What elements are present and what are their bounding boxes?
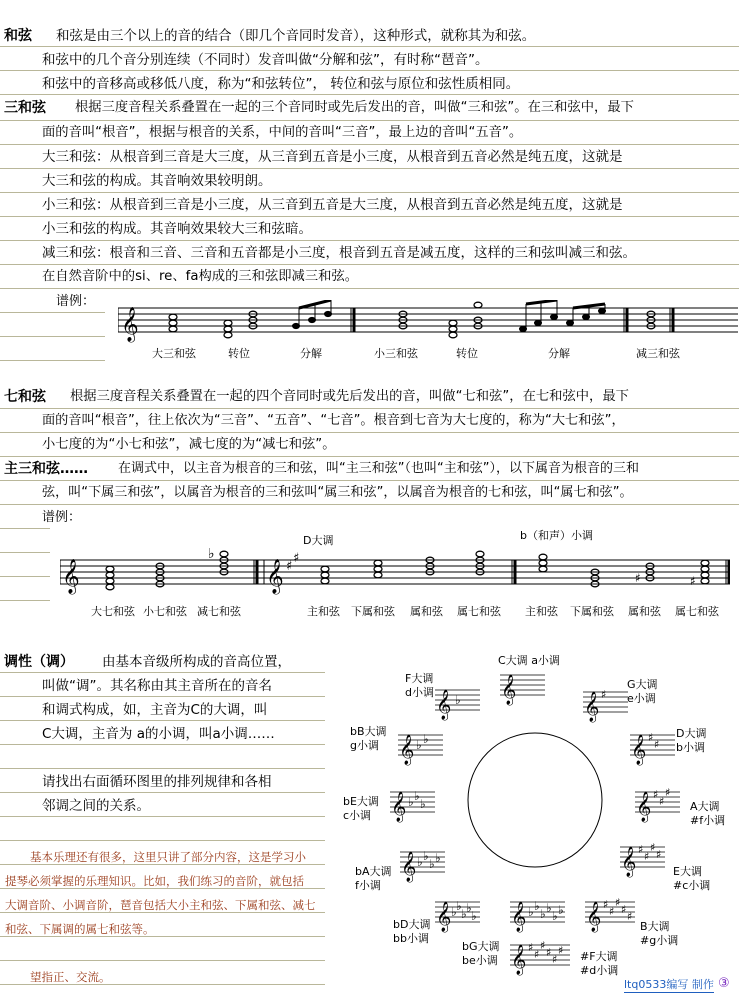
paragraph: C大调，主音为 a的小调，叫a小调…… xyxy=(42,726,275,742)
chord-label: 主和弦 xyxy=(307,605,340,618)
rule-line xyxy=(0,768,325,769)
chord-label: 大三和弦 xyxy=(152,347,196,360)
svg-text:𝄞: 𝄞 xyxy=(391,792,407,822)
svg-text:♭: ♭ xyxy=(471,909,477,923)
svg-text:♯: ♯ xyxy=(653,788,659,801)
rule-line xyxy=(0,576,50,577)
rule-line xyxy=(0,120,739,121)
svg-text:♭: ♭ xyxy=(429,857,435,871)
svg-text:♯: ♯ xyxy=(540,939,546,952)
triad-example-staff xyxy=(118,300,738,350)
chord-label: 小七和弦 xyxy=(143,605,187,618)
rule-line xyxy=(0,432,739,433)
circle-key-label: F大调 d小调 xyxy=(405,672,434,699)
paragraph: 弦，叫“下属三和弦”，以属音为根音的三和弦叫“属三和弦”，以属音为根音的七和弦，叫“属七和弦”。 xyxy=(42,485,633,500)
treble-clef-icon: 𝄞 xyxy=(62,559,80,594)
paragraph: 面的音叫“根音”，根据与根音的关系，中间的音叫“三音”，最上边的音叫“五音”。 xyxy=(42,125,523,140)
rule-line xyxy=(0,144,739,145)
key-label: D大调 xyxy=(303,534,334,547)
term-qihexian: 七和弦 xyxy=(4,389,46,405)
svg-text:𝄞: 𝄞 xyxy=(401,852,417,882)
svg-text:♭: ♭ xyxy=(461,907,467,921)
flat-icon: ♭ xyxy=(208,548,215,562)
svg-text:♯: ♯ xyxy=(615,896,621,909)
rule-line xyxy=(0,528,50,529)
chord-label: 属和弦 xyxy=(410,605,443,618)
rule-line xyxy=(0,408,739,409)
svg-text:♯: ♯ xyxy=(552,953,558,966)
chord-label: 主和弦 xyxy=(525,605,558,618)
paragraph: 在调式中，以主音为根音的三和弦，叫“主三和弦”（也叫“主和弦”），以下属音为根音的三和 xyxy=(118,461,639,476)
paragraph: 根据三度音程关系叠置在一起的三个音同时或先后发出的音，叫做“三和弦”。在三和弦中，最下 xyxy=(75,100,634,115)
chord-label: 分解 xyxy=(548,347,570,360)
svg-text:♭: ♭ xyxy=(408,795,414,809)
rule-line xyxy=(0,94,739,95)
treble-clef-icon: 𝄞 xyxy=(266,559,284,594)
svg-text:𝄞: 𝄞 xyxy=(586,902,602,932)
treble-clef-icon: 𝄞 xyxy=(121,307,139,342)
svg-text:♭: ♭ xyxy=(528,905,534,919)
circle-key-label: B大调 #g小调 xyxy=(640,920,679,947)
rule-line xyxy=(0,360,105,361)
circle-key-label: A大调 #f小调 xyxy=(690,800,726,827)
author-credit: ltq0533编写 制作 xyxy=(624,978,714,991)
svg-text:𝄞: 𝄞 xyxy=(399,735,415,765)
paragraph: 减三和弦：根音和三音、三音和五音都是小三度，根音到五音是减五度，这样的三和弦叫减三和弦。 xyxy=(42,245,636,261)
circle-key-label: E大调 #c小调 xyxy=(673,865,711,892)
paragraph: 小七度的为“小七和弦”，减七度的为“减七和弦”。 xyxy=(42,437,336,452)
example-label: 谱例： xyxy=(56,294,96,309)
paragraph: 请找出右面循环图里的排列规律和各相 xyxy=(42,774,272,790)
rule-line xyxy=(0,600,50,601)
example-label: 谱例： xyxy=(42,510,82,525)
page-number: ③ xyxy=(718,976,730,991)
svg-text:♯: ♯ xyxy=(534,948,540,961)
chord-label: 转位 xyxy=(456,347,478,360)
svg-text:♭: ♭ xyxy=(420,797,426,811)
paragraph: 在自然音阶中的si、re、fa构成的三和弦即减三和弦。 xyxy=(42,269,359,284)
svg-text:𝄞: 𝄞 xyxy=(436,690,452,720)
svg-text:♭: ♭ xyxy=(540,907,546,921)
svg-text:𝄞: 𝄞 xyxy=(631,735,647,765)
svg-text:♯: ♯ xyxy=(601,688,607,701)
term-sanhexian: 三和弦 xyxy=(4,100,46,116)
svg-text:♯: ♯ xyxy=(558,944,564,957)
svg-text:♭: ♭ xyxy=(423,732,429,746)
rule-line xyxy=(0,456,739,457)
rule-line xyxy=(0,792,325,793)
paragraph: 根据三度音程关系叠置在一起的四个音同时或先后发出的音，叫做“七和弦”，在七和弦中，最下 xyxy=(70,389,629,404)
svg-text:𝄞: 𝄞 xyxy=(501,675,517,705)
paragraph: 小三和弦：从根音到三音是小三度，从三音到五音是大三度，从根音到五音必然是纯五度，这就是 xyxy=(42,197,623,213)
svg-text:♯: ♯ xyxy=(665,786,671,799)
svg-text:𝄞: 𝄞 xyxy=(511,945,527,975)
chord-label: 大七和弦 xyxy=(91,605,135,618)
svg-text:♭: ♭ xyxy=(466,901,472,915)
svg-text:♯: ♯ xyxy=(528,941,534,954)
rule-line xyxy=(0,480,739,481)
rule-line xyxy=(0,552,50,553)
seventh-chord-example-staff xyxy=(60,548,730,602)
svg-text:♭: ♭ xyxy=(435,851,441,865)
paragraph: 叫做“调”。其名称由其主音所在的音名 xyxy=(42,678,272,694)
svg-text:𝄞: 𝄞 xyxy=(636,792,652,822)
circle-ring xyxy=(468,733,602,867)
svg-text:♭: ♭ xyxy=(455,693,461,707)
svg-text:𝄞: 𝄞 xyxy=(511,902,527,932)
paragraph: 面的音叫“根音”，往上依次为“三音”、“五音”、“七音”。根音到七音为大七度的，称为“大七和弦”， xyxy=(42,413,625,428)
svg-text:♭: ♭ xyxy=(416,738,422,752)
rule-line xyxy=(0,240,739,241)
paragraph: 邻调之间的关系。 xyxy=(42,798,150,814)
paragraph: 小三和弦的构成。其音响效果较大三和弦暗。 xyxy=(42,221,312,237)
term-tiaoxing: 调性（调） xyxy=(4,654,74,670)
svg-text:♯: ♯ xyxy=(621,903,627,916)
svg-text:♭: ♭ xyxy=(414,789,420,803)
chord-label: 减七和弦 xyxy=(197,605,241,618)
rule-line xyxy=(0,288,739,289)
rule-line xyxy=(0,312,105,313)
svg-text:♭: ♭ xyxy=(451,905,457,919)
paragraph: 和弦中的几个音分别连续（不同时）发音叫做“分解和弦”，有时称“琶音”。 xyxy=(42,52,489,68)
note-text: 望指正、交流。 xyxy=(30,970,111,984)
sharp-icon: ♯ xyxy=(286,559,293,574)
svg-text:♯: ♯ xyxy=(644,850,650,863)
svg-text:♭: ♭ xyxy=(546,901,552,915)
chord-label: 属七和弦 xyxy=(675,605,719,618)
rule-line xyxy=(0,672,325,673)
chord-label: 减三和弦 xyxy=(636,347,680,360)
note-text: 提琴必须掌握的乐理知识。比如，我们练习的音阶，就包括 xyxy=(5,874,304,888)
circle-key-label: bD大调 bb小调 xyxy=(393,918,431,945)
svg-text:♭: ♭ xyxy=(552,909,558,923)
circle-key-label: bG大调 be小调 xyxy=(462,940,500,967)
term-zhusan: 主三和弦…… xyxy=(4,461,88,477)
svg-text:♯: ♯ xyxy=(609,905,615,918)
circle-key-label: #F大调 #d小调 xyxy=(580,950,619,977)
rule-line xyxy=(0,46,739,47)
note-text: 大调音阶、小调音阶，琶音包括大小主和弦、下属和弦、减七 xyxy=(5,898,316,912)
chord-label: 转位 xyxy=(228,347,250,360)
rule-line xyxy=(0,70,739,71)
svg-text:𝄞: 𝄞 xyxy=(621,847,637,877)
svg-text:♯: ♯ xyxy=(659,795,665,808)
svg-text:♯: ♯ xyxy=(650,841,656,854)
chord-label: 属七和弦 xyxy=(457,605,501,618)
svg-text:♯: ♯ xyxy=(654,738,660,751)
svg-text:♭: ♭ xyxy=(423,849,429,863)
rule-line xyxy=(0,336,105,337)
circle-key-label: D大调 b小调 xyxy=(676,727,707,754)
rule-line xyxy=(0,264,739,265)
circle-key-label: G大调 e小调 xyxy=(627,678,658,705)
note-text: 基本乐理还有很多，这里只讲了部分内容，这是学习小 xyxy=(30,850,306,864)
paragraph: 和弦中的音移高或移低八度，称为“和弦转位”， 转位和弦与原位和弦性质相同。 xyxy=(42,76,520,92)
chord-label: 下属和弦 xyxy=(570,605,614,618)
rule-line xyxy=(0,816,325,817)
rule-line xyxy=(0,504,739,505)
chord-label: 属和弦 xyxy=(628,605,661,618)
svg-text:♯: ♯ xyxy=(656,848,662,861)
chord-label: 下属和弦 xyxy=(351,605,395,618)
svg-text:♯: ♯ xyxy=(603,898,609,911)
chord-label: 小三和弦 xyxy=(374,347,418,360)
circle-key-label: bB大调 g小调 xyxy=(350,725,387,752)
svg-text:♭: ♭ xyxy=(534,899,540,913)
rule-line xyxy=(0,168,739,169)
svg-text:♯: ♯ xyxy=(627,910,633,923)
rule-line xyxy=(0,744,325,745)
def-hexian: 和弦是由三个以上的音的结合（即几个音同时发音），这种形式，就称其为和弦。 xyxy=(56,28,536,44)
svg-text:♯: ♯ xyxy=(546,946,552,959)
rule-line xyxy=(0,192,739,193)
rule-line xyxy=(0,720,325,721)
svg-text:♯: ♯ xyxy=(648,731,654,744)
svg-text:♭: ♭ xyxy=(558,903,564,917)
svg-text:♭: ♭ xyxy=(456,899,462,913)
svg-text:♭: ♭ xyxy=(417,855,423,869)
svg-text:𝄞: 𝄞 xyxy=(436,902,452,932)
svg-text:𝄞: 𝄞 xyxy=(584,692,600,722)
svg-text:♯: ♯ xyxy=(638,843,644,856)
rule-line xyxy=(0,216,739,217)
paragraph: 大三和弦：从根音到三音是大三度，从三音到五音是小三度，从根音到五音必然是纯五度，这就是 xyxy=(42,149,623,165)
svg-text:♯: ♯ xyxy=(690,574,696,588)
circle-key-label: bA大调 f小调 xyxy=(355,865,392,892)
paragraph: 由基本音级所构成的音高位置， xyxy=(102,654,291,670)
circle-key-label: C大调 a小调 xyxy=(498,654,560,667)
key-label: b（和声）小调 xyxy=(520,529,593,542)
rule-line xyxy=(0,840,325,841)
paragraph: 和调式构成，如，主音为C的大调，叫 xyxy=(42,702,268,718)
term-hexian: 和弦 xyxy=(4,28,32,44)
circle-key-label: bE大调 c小调 xyxy=(343,795,379,822)
note-text: 和弦、下属调的属七和弦等。 xyxy=(5,922,155,936)
svg-text:♯: ♯ xyxy=(635,571,641,585)
rule-line xyxy=(0,696,325,697)
chord-label: 分解 xyxy=(300,347,322,360)
paragraph: 大三和弦的构成。其音响效果较明朗。 xyxy=(42,173,272,189)
sharp-icon: ♯ xyxy=(293,551,300,566)
rule-line xyxy=(0,960,325,961)
